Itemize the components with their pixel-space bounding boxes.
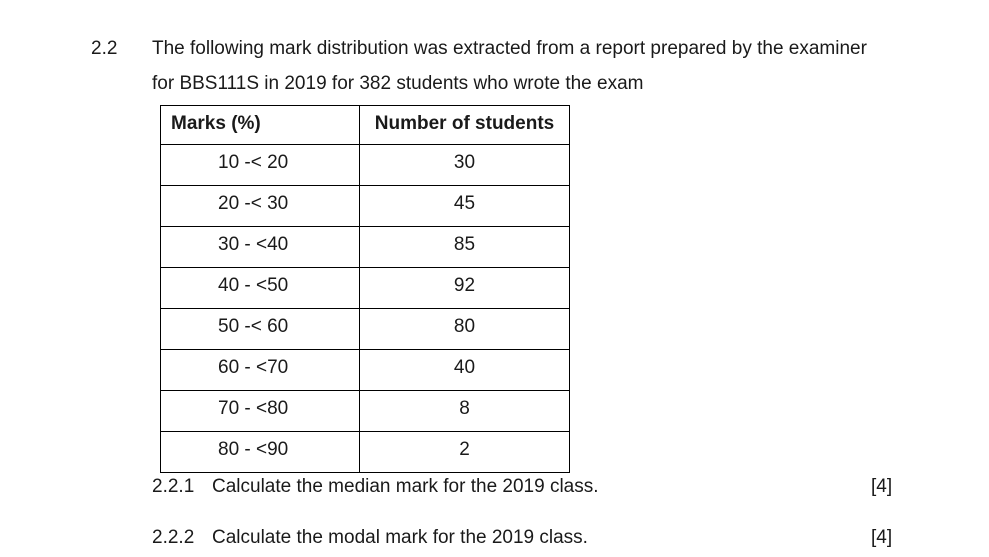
subquestion-text: Calculate the modal mark for the 2019 class. xyxy=(212,527,588,548)
header-marks: Marks (%) xyxy=(161,106,360,145)
table-row xyxy=(161,268,570,309)
header-number-of-students: Number of students xyxy=(360,106,570,145)
marks-cell: 40 - <50 xyxy=(161,268,360,309)
subquestion-marks: [4] xyxy=(871,527,893,548)
table-row xyxy=(161,350,570,391)
marks-cell: 60 - <70 xyxy=(161,350,360,391)
subquestion-number: 2.2.2 xyxy=(152,527,195,548)
students-cell: 8 xyxy=(360,391,570,432)
table-row xyxy=(161,227,570,268)
students-cell: 92 xyxy=(360,268,570,309)
students-cell: 80 xyxy=(360,309,570,350)
subquestion-2-2-2 xyxy=(152,527,588,549)
table-row xyxy=(161,432,570,473)
marks-cell: 80 - <90 xyxy=(161,432,360,473)
question-number: 2.2 xyxy=(91,38,118,59)
students-cell: 40 xyxy=(360,350,570,391)
marks-cell: 10 -< 20 xyxy=(161,145,360,186)
subquestion-2-2-1 xyxy=(152,476,599,498)
marks-cell: 50 -< 60 xyxy=(161,309,360,350)
students-cell: 85 xyxy=(360,227,570,268)
subquestion-marks: [4] xyxy=(871,476,893,497)
mark-distribution-table xyxy=(160,105,570,473)
subquestion-number: 2.2.1 xyxy=(152,476,195,497)
table-row xyxy=(161,186,570,227)
marks-cell: 70 - <80 xyxy=(161,391,360,432)
table-row xyxy=(161,309,570,350)
students-cell: 2 xyxy=(360,432,570,473)
marks-cell: 30 - <40 xyxy=(161,227,360,268)
subquestion-text: Calculate the median mark for the 2019 class. xyxy=(212,476,599,497)
question-text-line-1: The following mark distribution was extracted from a report prepared by the examiner xyxy=(152,38,867,59)
table-header-row xyxy=(161,106,570,145)
table-row xyxy=(161,145,570,186)
students-cell: 30 xyxy=(360,145,570,186)
table-row xyxy=(161,391,570,432)
question-text-line-2: for BBS111S in 2019 for 382 students who wrote the exam xyxy=(152,73,644,94)
marks-cell: 20 -< 30 xyxy=(161,186,360,227)
students-cell: 45 xyxy=(360,186,570,227)
